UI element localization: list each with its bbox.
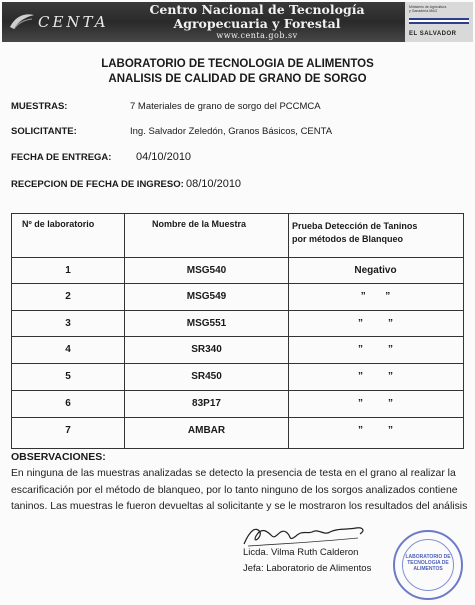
table-divider (12, 390, 463, 391)
recepcion-value: 08/10/2010 (186, 178, 242, 190)
centa-logo (8, 8, 128, 36)
ministry-text: Ministerio de Agricultura y Ganadería MAG (409, 5, 447, 13)
cell-sample-name: MSG549 (186, 291, 227, 302)
signatory-name: Licda. Vilma Ruth Calderon (243, 547, 359, 558)
cell-lab-number: 6 (65, 398, 71, 409)
cell-sample-name: 83P17 (192, 398, 221, 409)
cell-result: ” ” (357, 425, 393, 436)
table-divider (12, 257, 463, 258)
solicitante-value: Ing. Salvador Zeledón, Granos Básicos, CENTA (130, 126, 333, 137)
table-divider (12, 310, 463, 311)
institution-line1: Centro Nacional de Tecnología (149, 2, 365, 17)
results-table (11, 213, 464, 449)
table-divider (124, 214, 125, 448)
cell-sample-name: MSG551 (186, 318, 227, 329)
header-test-line1: Prueba Detección de Taninos (292, 221, 418, 231)
table-divider (12, 363, 463, 364)
cell-result: ” ” (357, 371, 393, 382)
institution-title (142, 3, 372, 41)
table-divider (12, 283, 463, 284)
header-sample-name: Nombre de la Muestra (152, 219, 247, 229)
cell-lab-number: 1 (65, 265, 71, 276)
header-test-line2: por métodos de Blanqueo (292, 234, 404, 244)
observations-title: OBSERVACIONES: (11, 451, 106, 463)
laboratory-stamp (393, 530, 463, 600)
recepcion-label: RECEPCION DE FECHA DE INGRESO: (11, 179, 184, 190)
signatory-role: Jefa: Laboratorio de Alimentos (243, 563, 372, 574)
cell-result: ” ” (357, 344, 393, 355)
cell-lab-number: 2 (65, 291, 71, 302)
website: www.centa.gob.sv (216, 31, 298, 40)
fecha-entrega-value: 04/10/2010 (136, 151, 192, 163)
header-lab-number: Nº de laboratorio (22, 219, 95, 229)
fecha-entrega-label: FECHA DE ENTREGA: (11, 152, 112, 163)
document-title: LABORATORIO DE TECNOLOGIA DE ALIMENTOS (101, 58, 374, 70)
solicitante-label: SOLICITANTE: (11, 126, 77, 137)
document-subtitle: ANALISIS DE CALIDAD DE GRANO DE SORGO (108, 73, 367, 85)
cell-result: ” ” (357, 318, 393, 329)
cell-sample-name: SR450 (191, 371, 222, 382)
handwritten-signature (238, 522, 378, 550)
table-divider (288, 214, 289, 448)
muestras-label: MUESTRAS: (11, 101, 68, 112)
cell-result: Negativo (354, 265, 397, 276)
header-banner (2, 2, 473, 42)
stamp-text: LABORATORIO DE TECNOLOGIA DE ALIMENTOS (405, 554, 451, 572)
cell-lab-number: 3 (65, 318, 71, 329)
table-divider (12, 336, 463, 337)
muestras-value: 7 Materiales de grano de sorgo del PCCMCA (130, 101, 321, 112)
cell-lab-number: 4 (65, 344, 71, 355)
cell-result: ” ” (357, 398, 393, 409)
table-divider (12, 417, 463, 418)
institution-line2: Agropecuaria y Forestal (173, 16, 341, 31)
observations-text: En ninguna de las muestras analizadas se detecto la presencia de testa en el grano al realizar la escarificación por el método de blanqueo, por lo tanto ninguno de los sorgos analizados contiene taninos. Las muestras le fueron devueltas al solicitante y se le mostraron los resultados del análisis (11, 468, 468, 512)
government-logo (405, 2, 473, 42)
cell-sample-name: SR340 (191, 344, 222, 355)
leaf-swoosh-icon (8, 11, 36, 31)
cell-lab-number: 5 (65, 371, 71, 382)
country-label: EL SALVADOR (409, 31, 457, 37)
logo-text: CENTA (38, 13, 109, 31)
cell-result: ” ” (360, 291, 391, 302)
cell-sample-name: AMBAR (187, 425, 226, 436)
cell-sample-name: MSG540 (186, 265, 227, 276)
cell-lab-number: 7 (65, 425, 71, 436)
flag-icon (409, 18, 469, 24)
